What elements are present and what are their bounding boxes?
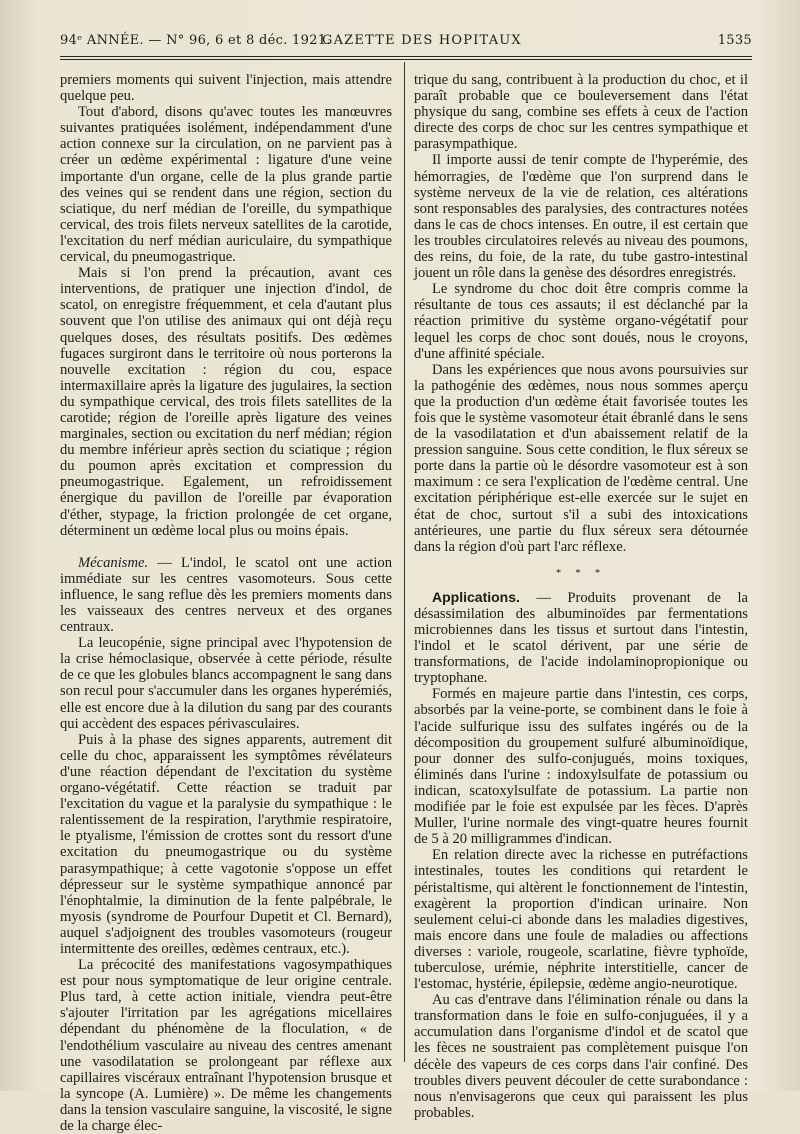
paragraph: Mais si l'on prend la précaution, avant ces interventions, de pratiquer une injection d'indol, de scatol, on enregistre fréquemment, et cela d'autant plus souvent que l'on utilise des animaux qui ont déjà reçu quelques doses, des résultats positifs. Des œdèmes fugaces surgiront dans le territoire où nous porterons la nouvelle excitation : région du cou, espace intermaxillaire après la ligature des jugulaires, la section du sympathique cervical, des trois filets satellites de la carotide; région de l'oreille après ligature des veines marginales, section ou excitation du nerf médian; région du membre inférieur après section du sciatique ; région du poumon après excitation et compression du pneumogastrique. Egalement, un refroidissement énergique du pavillon de l'oreille par évaporation d'éther, stypage, la friction prolongée de cet organe, déterminent un œdème local plus ou moins épais. (60, 265, 392, 539)
paragraph: Formés en majeure partie dans l'intestin, ces corps, absorbés par la veine-porte, se combinent dans le foie à l'acide sulfurique issu des sulfates ingérés ou de la décomposition du groupement sulfuré albuminoïdique, pour donner des sulfo-conjugués, moins toxiques, éliminés dans l'urine : indoxylsulfate de potassium ou indican, scatoxylsulfate de potassium. La partie non modifiée par le foie est expulsée par les fèces. D'après Muller, l'urine normale des vingt-quatre heures fournit de 5 à 20 milligrammes d'indican. (414, 686, 748, 848)
paragraph: premiers moments qui suivent l'injection, mais attendre quelque peu. (60, 72, 392, 105)
section-separator: * * * (556, 567, 606, 579)
paragraph: Il importe aussi de tenir compte de l'hyperémie, des hémorragies, de l'œdème que l'on surprend dans le système nerveux de la vie de relation, ces altérations sont responsables des paralysies, des contractures notées dans le cas de chocs intenses. En outre, il est certain que les troubles circulatoires relevés au niveau des poumons, des reins, du foie, de la rate, du tube gastro-intestinal jouent un rôle dans la genèse des désordres enregistrés. (414, 152, 748, 282)
paragraph: La leucopénie, signe principal avec l'hypotension de la crise hémoclasique, observée à cette période, résulte de ce que les globules blancs accompagnent le sang dans son recul pour s'accumuler dans les organes hyperémiés, elle est encore due à la dilution du sang par des courants qui accèdent des espaces périvasculaires. (60, 635, 392, 732)
paragraph-applications (414, 589, 748, 687)
paragraph-text: — L'indol, le scatol ont une action immédiate sur les centres vasomoteurs. Sous cette influence, le sang reflue dès les premiers moments dans les vaisseaux des centres nerveux et des organes centraux. (60, 554, 392, 636)
paragraph: La précocité des manifestations vagosympathiques est pour nous symptomatique de leur origine centrale. Plus tard, à cette action initiale, viendra peut-être s'ajouter l'irritation par les agrégations micellaires dépendant du phénomène de la floculation, « de l'endothélium vasculaire au niveau des centres amenant une vasodilatation se prolongeant par réflexe aux capillaires viscéraux entraînant l'hypotension brusque et la syncope (A. Lumière) ». De même les changements dans la tension vasculaire sanguine, la viscosité, le signe de la charge élec- (60, 957, 392, 1134)
paragraph: Le syndrome du choc doit être compris comme la résultante de tous ces assauts; il est déclanché par la réaction primitive du système organo-végétatif pour lequel les corps de choc sont doués, nous le croyons, d'une affinité spéciale. (414, 281, 748, 362)
paragraph: En relation directe avec la richesse en putréfactions intestinales, toutes les conditions qui retardent le péristaltisme, qui altèrent le fonctionnement de l'intestin, exagèrent la proportion d'indican urinaire. Non seulement celui-ci abonde dans les maladies digestives, mais encore dans une foule de maladies ou affections diverses : variole, rougeole, scarlatine, fièvre typhoïde, tuberculose, urémie, néphrite interstitielle, cancer de l'estomac, hystérie, épilepsie, œdème angio-neurotique. (414, 847, 748, 993)
page-header (60, 30, 752, 52)
section-label-applications: Applications. (432, 588, 520, 605)
paragraph-mecanisme (60, 555, 392, 635)
section-label-mecanisme: Mécanisme. (78, 554, 149, 571)
paragraph: Puis à la phase des signes apparents, autrement dit celle du choc, apparaissent les symptômes révélateurs d'une réaction dépendant de l'excitation du système organo-végétatif. Cette réaction se traduit par l'excitation du vague et la paralysie du sympathique : le ralentissement de la respiration, l'arythmie respiratoire, le ptyalisme, l'émission de crottes sont du ressort d'une excitation du pneumogastrique ou du système parasympathique; à cette vagotonie s'oppose un effet dépresseur sur le système sympathique annoncé par l'énophtalmie, la diminution de la fente palpébrale, le myosis (syndrome de Pourfour Dupetit et Cl. Bernard), auquel s'adjoignent des troubles vasomoteurs (rougeur intermittente des oreilles, œdèmes centraux, etc.). (60, 731, 392, 957)
issue-info: 94ᵉ ANNÉE. — N° 96, 6 et 8 déc. 1921. (60, 33, 331, 48)
paragraph: trique du sang, contribuent à la production du choc, et il paraît probable que ce bouleversement dans l'état physique du sang, combine ses effets à ceux de l'action directe des corps de choc sur les centres sympathique et parasympathique. (414, 72, 748, 153)
column-divider (404, 62, 405, 1062)
left-column (60, 72, 392, 1134)
paragraph: Au cas d'entrave dans l'élimination rénale ou dans la transformation dans le foie en sulfo-conjuguées, il y a accumulation dans l'organisme d'indol et de scatol que les fèces ne soustraient pas complètement puisque l'on décèle des vapeurs de ces corps dans l'air confiné. Des troubles divers peuvent découler de cette surabondance : nous n'envisagerons que ceux qui paraissent les plus probables. (414, 992, 748, 1121)
paragraph-text: — Produits provenant de la désassimilation des albuminoïdes par fermentations microbiennes dans les tissus et surtout dans l'intestin, l'indol et le scatol dérivent, par une série de transformations, de l'acide indolaminopropionique ou tryptophane. (414, 589, 748, 687)
journal-title: GAZETTE DES HOPITAUX (322, 33, 522, 48)
paragraph: Tout d'abord, disons qu'avec toutes les manœuvres suivantes pratiquées isolément, indépendamment d'une action connexe sur la circulation, on ne parvient pas à créer un œdème expérimental : ligature d'une veine importante d'un organe, celle de la plus grande partie des veines qui se rendent dans une région, section du sciatique, du nerf médian de l'oreille, du sympathique cervical, des trois filets nerveux satellites de la carotide, l'excitation du nerf médian auriculaire, du sympathique cervical, du pneumogastrique. (60, 104, 392, 266)
paragraph: Dans les expériences que nous avons poursuivies sur la pathogénie des œdèmes, nous nous sommes aperçu que la production d'un œdème était favorisée toutes les fois que le système vasomoteur était ébranlé dans le sens de la vasodilatation et d'un abaissement relatif de la pression sanguine. Sous cette condition, le flux séreux se porte dans la partie où le désordre vasomoteur est à son maximum : ce sera l'explication de l'œdème central. Une excitation périphérique est-elle exercée sur le sujet en état de choc, surtout s'il a subi des intoxications antérieures, une partie du flux séreux sera détournée dans la région d'où part l'arc réflexe. (414, 361, 748, 555)
header-rule (60, 56, 752, 60)
right-column (414, 72, 748, 1121)
page-number: 1535 (717, 33, 752, 48)
